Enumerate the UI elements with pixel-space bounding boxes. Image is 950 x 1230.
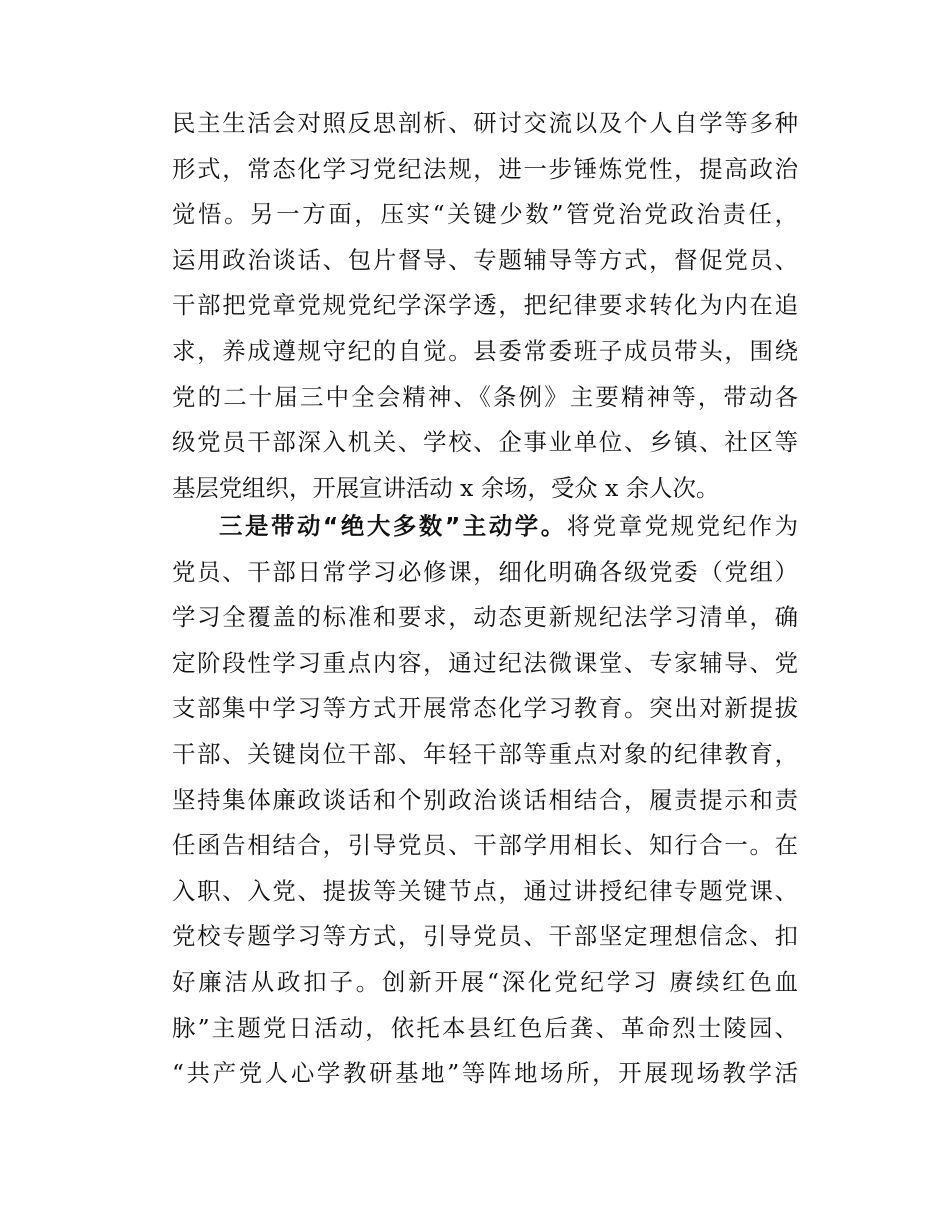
paragraph-line: 好廉洁从政扣子。创新开展“深化党纪学习 赓续红色血 bbox=[172, 967, 798, 996]
paragraph-line: “共产党人心学教研基地”等阵地场所，开展现场教学活 bbox=[172, 1059, 798, 1088]
paragraph-line: 党的二十届三中全会精神、《条例》主要精神等，带动各 bbox=[172, 382, 798, 411]
paragraph-line: 基层党组织，开展宣讲活动 x 余场，受众 x 余人次。 bbox=[172, 473, 720, 502]
paragraph-line: 求，养成遵规守纪的自觉。县委常委班子成员带头，围绕 bbox=[172, 336, 798, 365]
paragraph-line: 入职、入党、提拔等关键节点，通过讲授纪律专题党课、 bbox=[172, 876, 798, 905]
paragraph-lead-heading: 三是带动“绝大多数”主动学。 bbox=[219, 512, 567, 540]
paragraph-line: 觉悟。另一方面，压实“关键少数”管党治党政治责任， bbox=[172, 200, 798, 229]
paragraph-line: 形式，常态化学习党纪法规，进一步锤炼党性，提高政治 bbox=[172, 154, 798, 183]
paragraph-first-line-text: 将党章党规党纪作为 bbox=[566, 512, 799, 540]
paragraph-line: 级党员干部深入机关、学校、企事业单位、乡镇、社区等 bbox=[172, 428, 798, 457]
paragraph-line: 定阶段性学习重点内容，通过纪法微课堂、专家辅导、党 bbox=[172, 648, 798, 677]
paragraph-line: 干部、关键岗位干部、年轻干部等重点对象的纪律教育， bbox=[172, 739, 798, 768]
paragraph-line: 运用政治谈话、包片督导、专题辅导等方式，督促党员、 bbox=[172, 245, 798, 274]
paragraph-line: 党员、干部日常学习必修课，细化明确各级党委（党组） bbox=[172, 557, 798, 586]
paragraph-line: 支部集中学习等方式开展常态化学习教育。突出对新提拔 bbox=[172, 694, 798, 723]
paragraph-line: 干部把党章党规党纪学深学透，把纪律要求转化为内在追 bbox=[172, 291, 798, 320]
paragraph-line: 学习全覆盖的标准和要求，动态更新规纪法学习清单，确 bbox=[172, 603, 798, 632]
paragraph-line: 任函告相结合，引导党员、干部学用相长、知行合一。在 bbox=[172, 831, 798, 860]
paragraph-line: 坚持集体廉政谈话和个别政治谈话相结合，履责提示和责 bbox=[172, 785, 798, 814]
paragraph-2 bbox=[172, 504, 798, 1097]
paragraph-1 bbox=[172, 101, 798, 511]
paragraph-first-line bbox=[172, 504, 798, 550]
paragraph-line: 党校专题学习等方式，引导党员、干部坚定理想信念、扣 bbox=[172, 922, 798, 951]
paragraph-line: 脉”主题党日活动，依托本县红色后龚、革命烈士陵园、 bbox=[172, 1013, 798, 1042]
paragraph-line: 民主生活会对照反思剖析、研讨交流以及个人自学等多种 bbox=[172, 109, 798, 137]
